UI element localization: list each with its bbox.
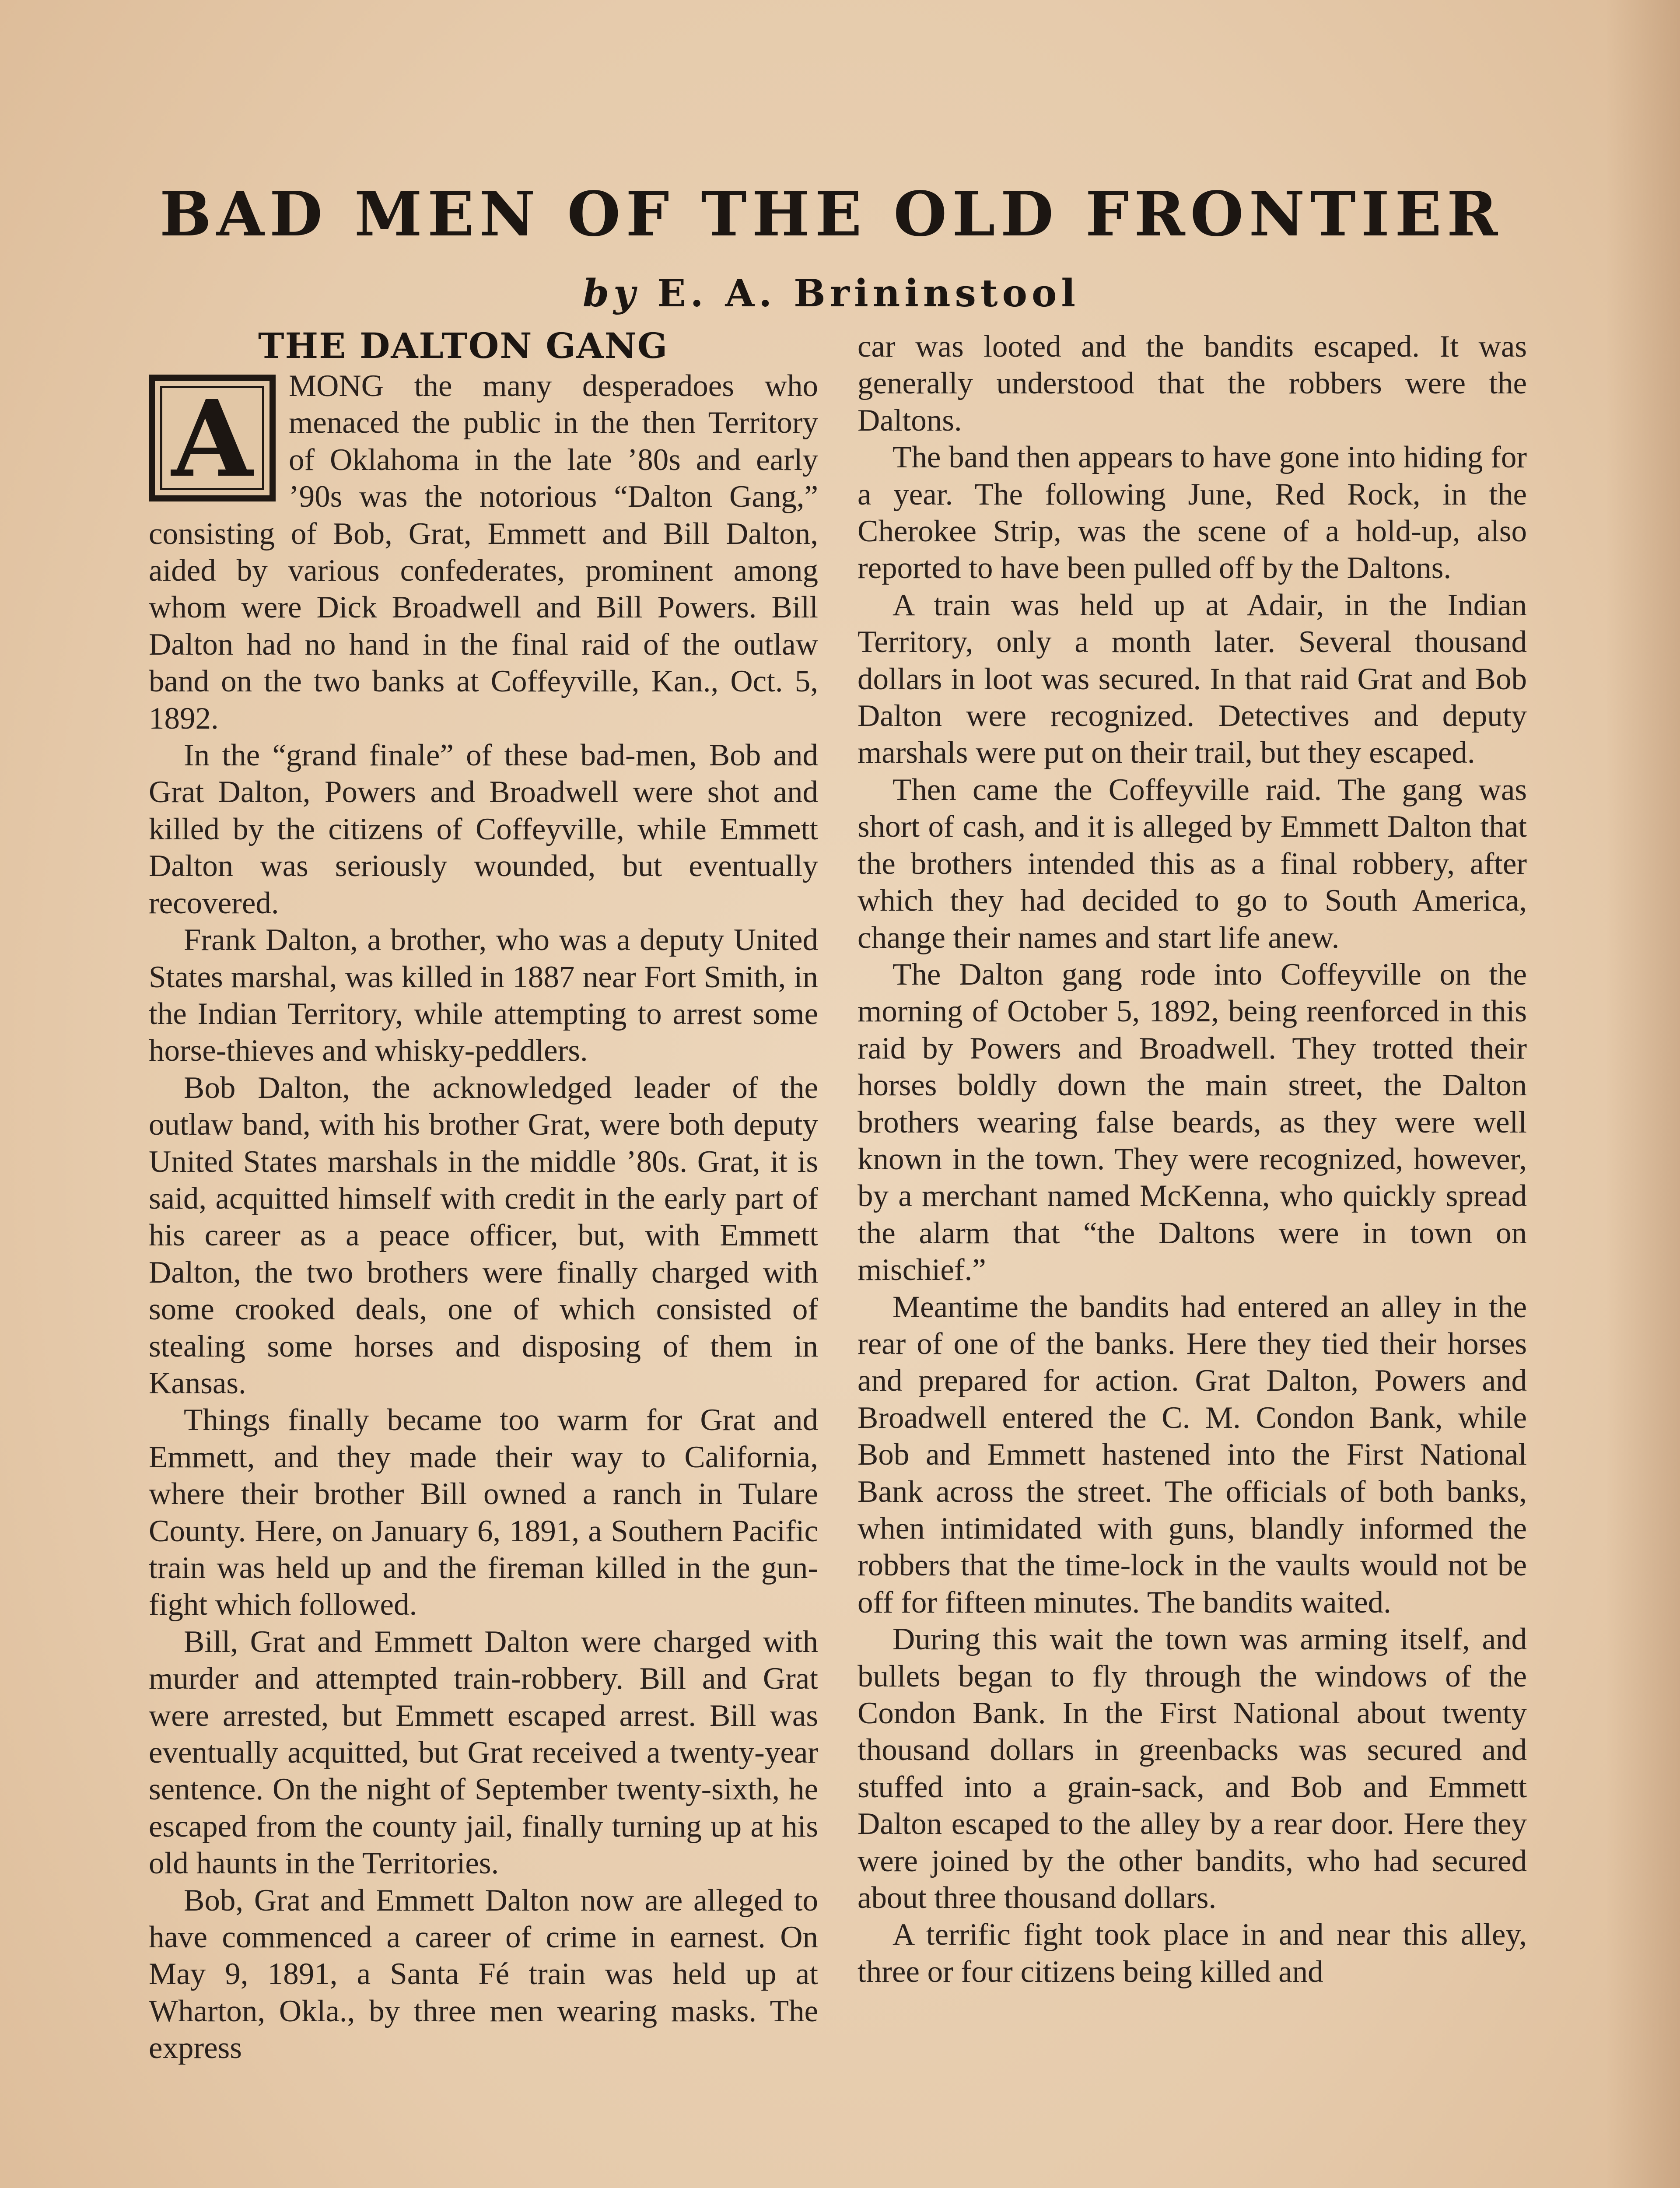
paragraph: Bob Dalton, the acknowledged leader of the outlaw band, with his brother Grat, were both deputy United States marshals in the middle ’80s. Grat, it is said, acquitted himself with credit in the early part of his career as a peace officer, but, with Emmett Dalton, the two brothers were finally charged with some crooked deals, one of which consisted of stealing some horses and disposing of them in Kansas. — [149, 1070, 818, 1400]
paragraph: Frank Dalton, a brother, who was a deputy United States marshal, was killed in 1887 near Fort Smith, in the Indian Territory, while attempting to arrest some horse-thieves and whisky-peddlers. — [149, 923, 818, 1068]
paragraph: In the “grand finale” of these bad-men, Bob and Grat Dalton, Powers and Broadwell were shot and killed by the citizens of Coffeyville, while Emmett Dalton was seriously wounded, but eventually recovered. — [149, 738, 818, 920]
paragraph: A terrific fight took place in and near this alley, three or four citizens being killed and — [858, 1918, 1527, 1989]
paragraph: Then came the Coffeyville raid. The gang was short of cash, and it is alleged by Emmett Dalton that the brothers intended this as a final robbery, after which they had decided to go to South America, change their names and start life anew. — [858, 772, 1527, 955]
paragraph: A train was held up at Adair, in the Indian Territory, only a month later. Several thousand dollars in loot was secured. In that raid Grat and Bob Dalton were recognized. Detectives and deputy marshals were put on their trail, but they escaped. — [858, 588, 1527, 770]
first-paragraph — [149, 368, 818, 737]
section-title: THE DALTON GANG — [258, 325, 668, 366]
author-name: E. A. Brininstool — [657, 271, 1080, 316]
page-edge-shadow — [1606, 0, 1680, 2188]
first-paragraph-text: MONG the many desperadoes who menaced the public in the then Territory of Oklahoma in the late ’80s and early ’90s was the notorious “Dalton Gang,” consisting of Bob, Grat, Emmett and Bill Dalton, aided by various confederates, prominent among whom were Dick Broadwell and Bill Powers. Bill Dalton had no hand in the final raid of the outlaw band on the two banks at Coffeyville, Kan., Oct. 5, 1892. — [149, 369, 818, 736]
paragraph: During this wait the town was arming itself, and bullets began to fly through the windows of the Condon Bank. In the First National about twenty thousand dollars in greenbacks was secured and stuffed into a grain-sack, and Bob and Emmett Dalton escaped to the alley by a rear door. Here they were joined by the other bandits, who had secured about three thousand dollars. — [858, 1622, 1527, 1915]
paragraph: Meantime the bandits had entered an alley in the rear of one of the banks. Here they tied their horses and prepared for action. Grat Dalton, Powers and Broadwell entered the C. M. Condon Bank, while Bob and Emmett hastened into the First National Bank across the street. The officials of both banks, when intimidated with guns, blandly informed the robbers that the time-lock in the vaults would not be off for fifteen minutes. The bandits waited. — [858, 1290, 1527, 1620]
left-column — [149, 324, 818, 2067]
article-title: BAD MEN OF THE OLD FRONTIER — [159, 179, 1503, 250]
paragraph: Bill, Grat and Emmett Dalton were charged with murder and attempted train-robbery. Bill and Grat were arrested, but Emmett escaped arrest. Bill was eventually acquitted, but Grat received a twenty-year sentence. On the night of September twenty-sixth, he escaped from the county jail, finally turning up at his old haunts in the Territories. — [149, 1624, 818, 1881]
paragraph: The band then appears to have gone into hiding for a year. The following June, Red Rock, in the Cherokee Strip, was the scene of a hold-up, also reported to have been pulled off by the Daltons. — [858, 440, 1527, 586]
byline-prefix: by — [582, 271, 640, 316]
paragraph: Bob, Grat and Emmett Dalton now are alleged to have commenced a career of crime in earnest. On May 9, 1891, a Santa Fé train was held up at Wharton, Okla., by three men wearing masks. The express — [149, 1883, 818, 2065]
paragraph: Things finally became too warm for Grat and Emmett, and they made their way to California, where their brother Bill owned a ranch in Tulare County. Here, on January 6, 1891, a Southern Pacific train was held up and the fireman killed in the gun-fight which followed. — [149, 1403, 818, 1622]
drop-cap-initial — [149, 375, 276, 501]
drop-cap-letter: A — [171, 377, 253, 501]
right-column — [858, 328, 1527, 1990]
paragraph: The Dalton gang rode into Coffeyville on the morning of October 5, 1892, being reenforced in this raid by Powers and Broadwell. They trotted their horses boldly down the main street, the Dalton brothers wearing false beards, as they were well known in the town. They were recognized, however, by a merchant named McKenna, who quickly spread the alarm that “the Daltons were in town on mischief.” — [858, 957, 1527, 1287]
byline — [131, 271, 1531, 316]
continuation-paragraph: car was looted and the bandits escaped. It was generally understood that the robbers were the Daltons. — [858, 330, 1527, 438]
